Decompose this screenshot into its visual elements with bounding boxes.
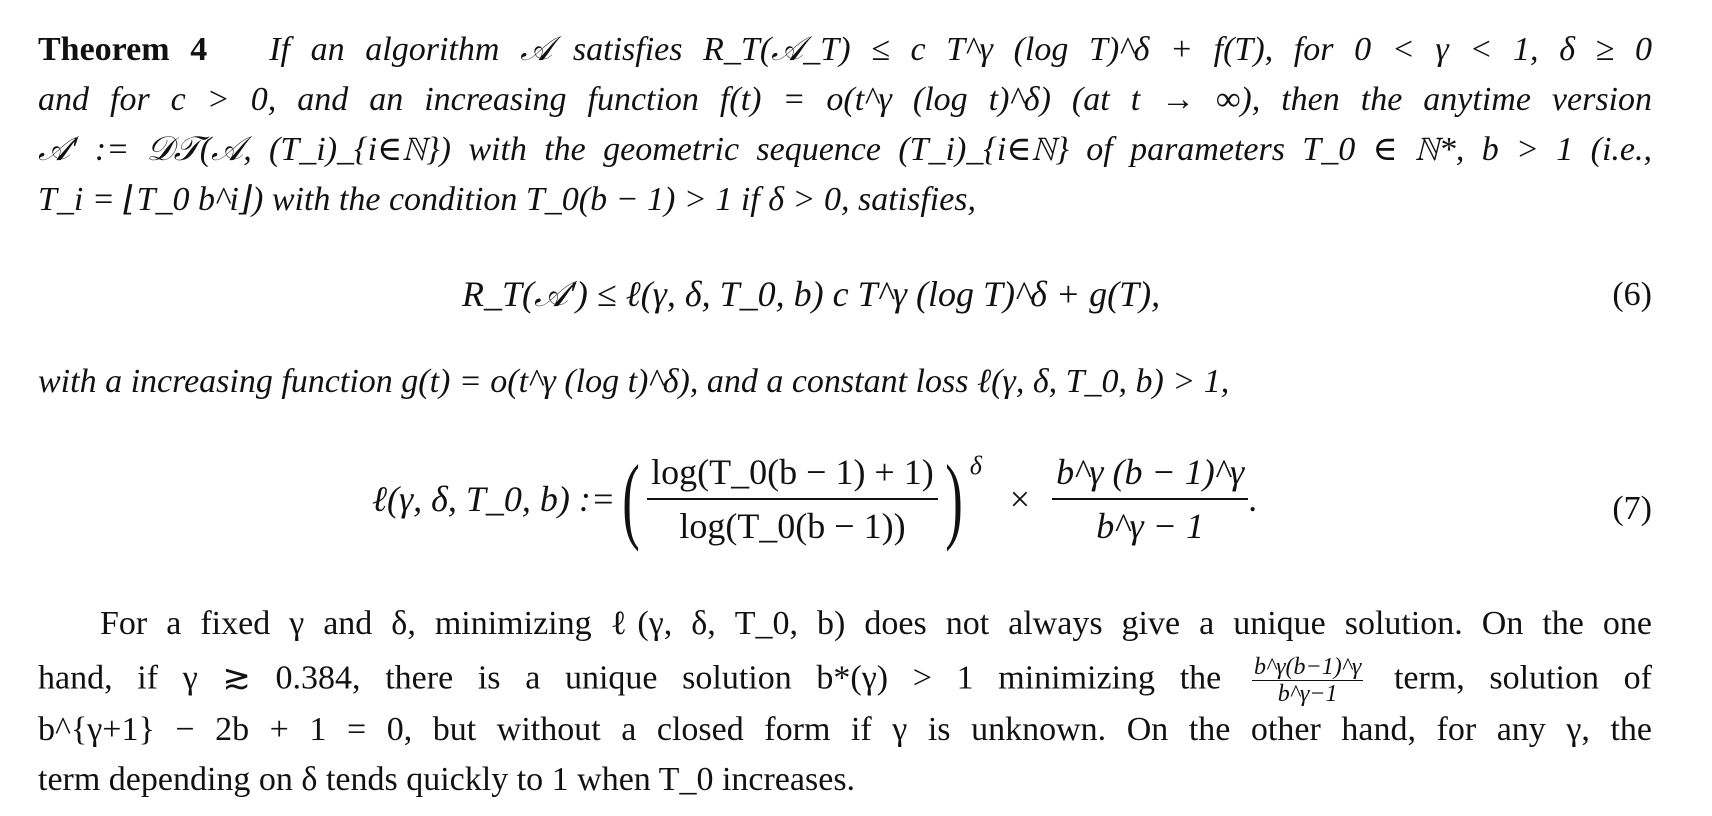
theorem-line-4: T_i = ⌊T_0 b^i⌋) with the condition T_0(b − 1) > 1 if δ > 0, satisfies, bbox=[38, 181, 977, 218]
paragraph-line-4: term depending on δ tends quickly to 1 when T_0 increases. bbox=[38, 761, 856, 798]
log-ratio-denominator: log(T_0(b − 1)) bbox=[679, 506, 906, 546]
inline-fraction-denominator: b^γ−1 bbox=[1277, 681, 1338, 707]
theorem-line-1 bbox=[38, 30, 1652, 70]
paragraph-line-2-end: term, solution of bbox=[1393, 659, 1652, 697]
times-sign: × bbox=[1009, 479, 1031, 519]
paragraph-line-3: b^{γ+1} − 2b + 1 = 0, but without a closed form if γ is unknown. On the other hand, for any γ, the bbox=[38, 711, 1652, 748]
inline-fraction-numerator: b^γ(b−1)^γ bbox=[1253, 654, 1362, 680]
paragraph-line-1: For a fixed γ and δ, minimizing ℓ(γ, δ, T_0, b) does not always give a unique solution. On the one bbox=[100, 605, 1652, 642]
paragraph-line-2-start: hand, if γ ≳ 0.384, there is a unique solution b*(γ) > 1 minimizing the bbox=[38, 659, 1222, 697]
gamma-fraction-numerator: b^γ (b − 1)^γ bbox=[1052, 450, 1248, 500]
equation-7-exponent: δ bbox=[969, 451, 982, 480]
gamma-fraction-denominator: b^γ − 1 bbox=[1096, 506, 1204, 546]
theorem-line-2: and for c > 0, and an increasing function f(t) = o(t^γ (log t)^δ) (at t → ∞), then the anytime version bbox=[38, 81, 1652, 118]
equation-6: R_T(𝒜′) ≤ ℓ(γ, δ, T_0, b) c T^γ (log T)^δ + g(T), bbox=[462, 274, 1161, 314]
paragraph-line-2 bbox=[38, 654, 1652, 707]
theorem-line-3: 𝒜′ := 𝒟𝒯(𝒜, (T_i)_{i∈ℕ}) with the geometric sequence (T_i)_{i∈ℕ} of parameters T_0 ∈ ℕ*, b > 1 (i.e., bbox=[38, 131, 1652, 168]
theorem-text-1: If an algorithm 𝒜 satisfies R_T(𝒜_T) ≤ c T^γ (log T)^δ + f(T), for 0 < γ < 1, δ ≥ 0 bbox=[269, 31, 1652, 68]
theorem-label: Theorem 4 bbox=[38, 31, 208, 68]
gamma-fraction bbox=[1052, 450, 1248, 548]
equation-7-number: (7) bbox=[1612, 490, 1652, 527]
equation-6-number: (6) bbox=[1612, 276, 1652, 313]
inline-gamma-fraction bbox=[1252, 654, 1363, 707]
log-ratio-fraction bbox=[647, 450, 938, 548]
equation-7-lhs: ℓ(γ, δ, T_0, b) := bbox=[372, 479, 616, 519]
log-ratio-numerator: log(T_0(b − 1) + 1) bbox=[647, 450, 938, 500]
loss-definition-line: with a increasing function g(t) = o(t^γ (log t)^δ), and a constant loss ℓ(γ, δ, T_0, b) > 1, bbox=[38, 363, 1230, 400]
equation-7: ℓ(γ, δ, T_0, b) := ( $\frac{\log(T\_0(b - 1) + 1)}{\log(T\_0(b - 1))}$ ) δ × $\frac{b\^{}\gamma (b - 1)\^{}\gamma}{b\^{}\gamma - 1}$ . bbox=[372, 445, 1258, 552]
left-paren: ( bbox=[622, 445, 640, 552]
right-paren: ) bbox=[944, 445, 963, 552]
